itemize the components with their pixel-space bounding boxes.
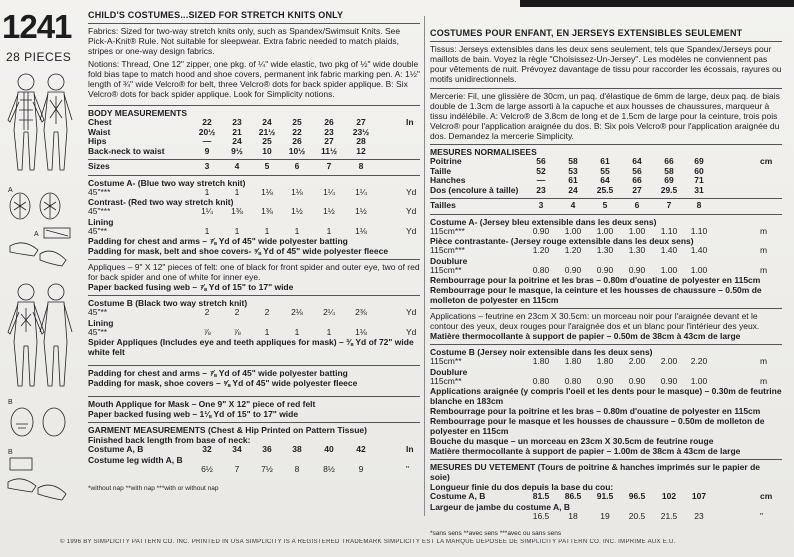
row-value: 23 [324,126,334,137]
row-value: 1 [294,326,300,337]
svg-text:B: B [8,399,13,406]
row-value: 20.5 [628,510,646,521]
row-value: 22 [292,126,302,137]
row-value: 9 [204,145,210,156]
row-unit: Yd [406,307,417,317]
svg-text:A: A [8,187,13,194]
row-value: 12 [356,145,366,156]
row-value: 2.00 [628,356,646,366]
row-value: 16.5 [532,510,550,521]
row-value: 2¼ [323,307,335,317]
row-unit: cm [760,491,773,501]
row-label: 45"** [88,307,108,317]
row-value: 1.00 [564,225,582,236]
row-value: 24 [568,184,578,195]
row-value: 1 [294,225,300,236]
row-value: — [202,136,212,146]
costume-a-front-sketch [8,74,44,170]
row-value: 2⅛ [291,307,303,317]
copyright-footer: © 1996 BY SIMPLICITY PATTERN CO. INC. PRINTED IN USA SIMPLICITY IS A REGISTERED TRADEMARK SIMPLICITY EST LA MARQUE DEPOSEE DE SIMPLICITY PATTERN CO. INC. IMPRIME AUX E.U. [60,539,676,545]
mesures-vetement-heading: MESURES DU VETEMENT (Tours de poitrine & hanches imprimés sur le papier de soie) [430,462,760,482]
row-value: 8½ [323,463,335,474]
row-value: 55 [600,165,610,176]
measurement-row [430,186,782,196]
row-value: 1.10 [660,225,678,236]
row-value: 2⅜ [355,307,367,317]
row-value: 27 [632,184,642,195]
measurement-row [88,147,420,157]
row-value: 1.10 [690,225,708,236]
row-value: 9 [358,463,364,474]
row-label: Costume A, B [88,444,144,454]
row-value: 1.40 [660,245,678,255]
applications-text: Applications – feutrine en 23cm X 30.5cm: un morceau noir pour l'araignée devant et le contour des yeux, deux rouges pour l'araignée dos et un blanc pour l'intérieur des yeux. [430,311,760,331]
row-label: Hips [88,136,107,146]
row-unit: m [760,225,768,236]
row-value: 71 [694,175,704,185]
piece-contrastante-row [430,246,782,256]
row-value: 19 [600,510,610,521]
row-value: 7½ [261,463,273,474]
row-value: 2 [204,307,210,317]
row-value: 23½ [352,126,370,137]
row-value: 6½ [201,463,213,474]
lining-yardage-row [88,227,420,237]
row-value: 53 [568,165,578,176]
row-value: 1.00 [660,264,678,275]
longueur-row [430,492,782,502]
row-label: Waist [88,126,111,137]
padding-b-mask: Padding for mask, shoe covers – ⅝ Yd of 45" wide polyester fleece [88,378,358,388]
costume-a-fr-row [430,227,782,237]
body-measurements-heading: BODY MEASUREMENTS [88,108,188,118]
row-value: 86.5 [564,491,582,501]
top-black-band [520,0,794,7]
row-value: 64 [600,175,610,185]
shoe-cover-b-sketch [8,479,66,500]
contrast-yardage-row [88,207,420,217]
column-divider [424,16,425,516]
row-value: 81.5 [532,491,550,501]
row-value: 2.00 [660,356,678,366]
row-value: 91.5 [596,491,614,501]
costume-sketches [4,70,84,510]
row-value: 66 [664,156,674,166]
row-value: 24 [232,136,242,146]
costume-b-yardage-row [88,308,420,318]
rembourrage-b-chest: Rembourrage pour la poitrine et les bras – 0.80m d'ouatine de polyester en 115cm [430,406,761,416]
bouche-text: Bouche du masque – un morceau en 23cm X 30.5cm de feutrine rouge [430,436,714,446]
applications-araignee: Applications araignée (y compris l'oeil et les dents pour le masque) – 0.30m de feutrine blanche en 183cm [430,386,782,406]
row-value: 25 [262,136,272,146]
row-value: 27 [356,117,366,127]
row-value: 1.30 [628,245,646,255]
row-value: 3 [204,161,210,171]
row-value: 61 [600,156,610,166]
tailles-row [430,201,782,211]
row-value: 0.80 [532,375,550,386]
row-value: 34 [232,444,242,454]
row-unit: cm [760,156,773,166]
row-value: 42 [356,444,366,454]
tissus-text: Tissus: Jerseys extensibles dans les deux sens seulement, tels que Spandex/Jerseys pour maillots de bain. Voyez la règle "Choisissez-Un-Jersey". Les modèles ne conviennent pas pour vêtements de nuit. Prévoyez davantage de tissu pour raccorder les écossais, rayures ou motifs unidirectionnels. [430,44,782,84]
row-value: 1 [204,186,210,197]
row-value: 0.90 [628,264,646,275]
lining-b-yardage-row [88,328,420,338]
row-value: 1½ [323,206,335,216]
row-value: 1⅜ [231,206,243,216]
row-label: 115cm** [430,356,462,366]
row-value: 0.80 [532,264,550,275]
svg-text:A: A [34,231,39,238]
longueur-label: Longueur finie du dos depuis la base du cou: [430,482,614,492]
mouth-applique-text: Mouth Applique for Mask – One 9" X 12" piece of red felt [88,399,316,409]
paper-web-b: Paper backed fusing web – 1⅛ Yd of 15" to 17" wide [88,409,299,419]
row-unit: m [760,245,768,255]
rembourrage-a-chest: Rembourrage pour la poitrine et les bras – 0.80m d'ouatine de polyester en 115cm [430,275,761,285]
row-value: 11½ [320,145,338,156]
row-value: 32 [202,444,212,454]
row-value: 56 [536,156,546,166]
costume-a-back-sketch [40,74,72,170]
costume-a-fr-heading: Costume A- (Jersey bleu extensible dans les deux sens) [430,216,657,227]
row-value: 107 [691,491,707,501]
paper-web-a: Paper backed fusing web – ⅞ Yd of 15" to 17" wide [88,282,294,292]
mesures-normalisees-heading: MESURES NORMALISEES [430,147,537,157]
row-value: — [536,175,546,185]
fabrics-text: Fabrics: Sized for two-way stretch knits only, such as Spandex/Swimsuit Knits. See Pick-A-Knit® Rule. Not suitable for sleepwear. Extra fabric needed to match plaids, stripes or one-way design fabrics. [88,26,401,56]
row-value: 23 [694,510,704,521]
doublure-b-row [430,377,782,387]
row-label: Tailles [430,200,456,210]
row-value: 58 [664,165,674,176]
row-value: 1⅜ [261,206,273,216]
row-value: 61 [568,175,578,185]
row-label: Dos (encolure à taille) [430,184,519,195]
row-value: 1 [204,225,210,236]
row-value: 3 [538,200,544,210]
matiere-a: Matière thermocollante à support de papier – 0.50m de 38cm à 43cm de large [430,331,741,341]
sens-note: *sans sens **avec sens ***avec ou sans sens [430,530,562,537]
row-value: 0.80 [564,375,582,386]
row-value: ⅞ [233,326,241,337]
row-value: 38 [292,444,302,454]
row-unit: In [406,117,414,127]
spider-appliques-text: Spider Appliques (Includes eye and teeth appliques for mask) – ⅜ Yd of 72" wide white felt [88,337,414,357]
row-label: Poitrine [430,156,462,166]
row-unit: In [406,444,414,454]
row-unit: " [406,463,410,474]
doublure-heading: Doublure [430,255,468,266]
row-value: 4 [570,200,576,210]
row-value: 26 [324,117,334,127]
mercerie-text: Mercerie: Fil, une glissière de 30cm, un paq. d'élastique de 6mm de large, deux paq. de biais double de 1.3cm de large assorti à la capuche et aux housses de chaussures, marqueur à tissu indélébile. A: Velcro® de 3.8cm de long et de 1.5cm de large pour la ceinture, trois pois Velcro® pour l'application araignée du dos. B: Six pois Velcro® pour l'application araignée du dos. Demandez la mercerie Simplicity. [430,91,780,141]
row-value: 7 [234,463,240,474]
sizes-row [88,162,420,172]
row-label: Hanches [430,175,466,185]
shoe-cover-a-sketch [10,243,66,266]
row-value: 52 [536,165,546,176]
costume-b-heading: Costume B (Black two way stretch knit) [88,298,248,308]
row-unit: m [760,356,768,366]
row-value: 7 [326,161,332,171]
row-value: 1 [234,225,240,236]
row-value: 1.00 [596,225,614,236]
row-value: 10 [262,145,272,156]
row-label: Costume A, B [430,491,486,501]
finished-length-row [88,445,420,455]
row-value: 6 [294,161,300,171]
padding-a-mask: Padding for mask, belt and shoe covers- ⅝ Yd of 45" wide polyester fleece [88,246,389,256]
row-label: Taille [430,165,452,176]
row-value: 1½ [291,206,303,216]
row-label: 45"*** [88,186,111,197]
row-unit: Yd [406,206,417,216]
row-label: 45"*** [88,206,111,216]
french-title: COSTUMES POUR ENFANT, EN JERSEYS EXTENSIBLES SEULEMENT [430,28,743,38]
costume-b-fr-row [430,357,782,367]
row-label: Back-neck to waist [88,145,165,156]
row-label: Sizes [88,161,110,171]
french-column [430,28,782,539]
padding-b-chest: Padding for chest and arms – ⅞ Yd of 45" wide polyester batting [88,368,348,378]
row-value: 1 [234,186,240,197]
row-value: 1⅛ [261,186,273,197]
row-value: 102 [661,491,677,501]
contrast-heading: Contrast- (Red two way stretch knit) [88,197,234,207]
row-value: 5 [264,161,270,171]
rembourrage-b-mask: Rembourrage pour le masque et les housses de chaussure – 0.50m de molleton de polyester en 115cm [430,416,765,436]
costume-a-heading: Costume A- (Blue two way stretch knit) [88,177,246,188]
row-value: 1.20 [564,245,582,255]
lining-b-heading: Lining [88,317,114,328]
row-value: 1 [264,326,270,337]
row-value: 1⅛ [355,326,367,337]
mesures-table [430,157,782,195]
row-value: 69 [664,175,674,185]
row-value: 2 [264,307,270,317]
row-value: 8 [294,463,300,474]
row-value: 21 [232,126,242,137]
pattern-number: 1241 [2,8,72,45]
row-value: 60 [694,165,704,176]
row-value: 1⅛ [291,186,303,197]
row-value: 0.90 [596,375,614,386]
row-value: 24 [262,117,272,127]
row-value: 23 [536,184,546,195]
piece-contrastante-heading: Pièce contrastante- (Jersey rouge extensible dans les deux sens) [430,236,694,246]
row-unit: m [760,264,768,275]
doublure-b-heading: Doublure [430,366,468,377]
row-value: 1.80 [564,356,582,366]
row-value: 6 [634,200,640,210]
row-value: 10½ [288,145,306,156]
pattern-pieces-count: 28 PIECES [6,50,72,64]
jambe-row [430,512,782,522]
english-column [88,10,420,494]
row-value: 66 [632,175,642,185]
row-value: 0.90 [596,264,614,275]
matiere-b: Matière thermocollante à support de papier – 1.00m de 38cm à 43cm de large [430,446,741,456]
row-unit: Yd [406,186,417,197]
english-title: CHILD'S COSTUMES...SIZED FOR STRETCH KNITS ONLY [88,10,344,20]
appliques-text: Appliques – 9" X 12" pieces of felt: one of black for front spider and outer eye, two of red for back spider and one of white for inner eye. [88,262,420,282]
row-value: 8 [358,161,364,171]
row-value: 1 [326,225,332,236]
row-unit: Yd [406,326,417,337]
row-value: 58 [568,156,578,166]
svg-text:B: B [8,449,13,456]
row-value: 8 [696,200,702,210]
row-value: 2.20 [690,356,708,366]
row-value: 25 [292,117,302,127]
row-value: 20½ [198,126,216,137]
row-value: 1.30 [596,245,614,255]
row-label: 45"** [88,225,108,236]
row-value: 22 [202,117,212,127]
row-value: ⅞ [203,326,211,337]
row-value: 23 [232,117,242,127]
row-value: 7 [666,200,672,210]
row-value: 1¼ [355,186,367,197]
row-value: 27 [324,136,334,146]
row-value: 21.5 [660,510,678,521]
row-value: 1.00 [690,264,708,275]
body-measurements-table [88,118,420,156]
row-value: 29.5 [660,184,678,195]
row-value: 1.40 [690,245,708,255]
measurement-row [88,118,420,128]
costume-a-yardage-row [88,188,420,198]
row-value: 69 [694,156,704,166]
notions-text: Notions: Thread, One 12" zipper, one pkg. of ¼" wide elastic, two pkg of ½" wide double fold bias tape to match hood and shoe covers, permanent ink fabric marking pen. A: 1½" length of ¾" wide Velcro® for belt, three Velcro® dots for back spider applique. B: Six Velcro® dots for back spider applique. Look for Simplicity notions. [88,59,420,99]
row-unit: " [760,510,764,521]
row-value: 1½ [355,206,367,216]
row-value: 25.5 [596,184,614,195]
row-value: 40 [324,444,334,454]
mask-a-sketch [10,193,60,219]
doublure-row [430,266,782,276]
jambe-label: Largeur de jambe du costume A, B [430,501,570,512]
row-unit: Yd [406,225,417,236]
padding-a-chest: Padding for chest and arms – ⅞ Yd of 45" wide polyester batting [88,236,348,246]
costume-b-fr-heading: Costume B (Jersey noir extensible dans les deux sens) [430,347,653,357]
row-label: 45"** [88,326,108,337]
row-value: 0.90 [532,225,550,236]
lining-heading: Lining [88,216,114,227]
costume-b-sketch [8,284,72,386]
row-value: 1.20 [532,245,550,255]
row-value: 18 [568,510,578,521]
row-value: 1.80 [532,356,550,366]
row-value: 31 [694,184,704,195]
row-value: 1¼ [323,186,335,197]
row-value: 2 [234,307,240,317]
row-value: 0.90 [564,264,582,275]
rembourrage-a-mask: Rembourrage pour le masque, la ceinture et les housses de chaussure – 0.50m de molleton de polyester en 115cm [430,285,762,305]
row-value: 1.00 [690,375,708,386]
row-label: 115cm*** [430,245,465,255]
finished-length-label: Finished back length from base of neck: [88,435,251,445]
row-value: 1 [326,326,332,337]
row-value: 56 [632,165,642,176]
row-label: Chest [88,117,112,127]
garment-measurements-heading: GARMENT MEASUREMENTS (Chest & Hip Printed on Pattern Tissue) [88,425,367,435]
leg-width-label: Costume leg width A, B [88,454,183,465]
leg-width-row [88,465,420,475]
row-value: 4 [234,161,240,171]
row-label: 115cm*** [430,225,465,236]
row-value: 1¼ [201,206,213,216]
row-value: 21½ [258,126,276,137]
mask-b-sketch [11,408,65,436]
row-value: 96.5 [628,491,646,501]
row-value: 36 [262,444,272,454]
row-value: 64 [632,156,642,166]
row-value: 0.90 [628,375,646,386]
row-value: 26 [292,136,302,146]
row-value: 1.00 [628,225,646,236]
row-value: 28 [356,136,366,146]
row-value: 5 [602,200,608,210]
row-value: 0.90 [660,375,678,386]
row-value: 1 [264,225,270,236]
row-label: 115cm** [430,375,462,386]
row-value: 1.80 [596,356,614,366]
row-value: 9½ [231,145,243,156]
row-unit: m [760,375,768,386]
nap-note: *without nap **with nap ***with or without nap [88,485,219,492]
row-label: 115cm** [430,264,462,275]
measurement-row [88,128,420,138]
row-value: 1⅛ [355,225,367,236]
